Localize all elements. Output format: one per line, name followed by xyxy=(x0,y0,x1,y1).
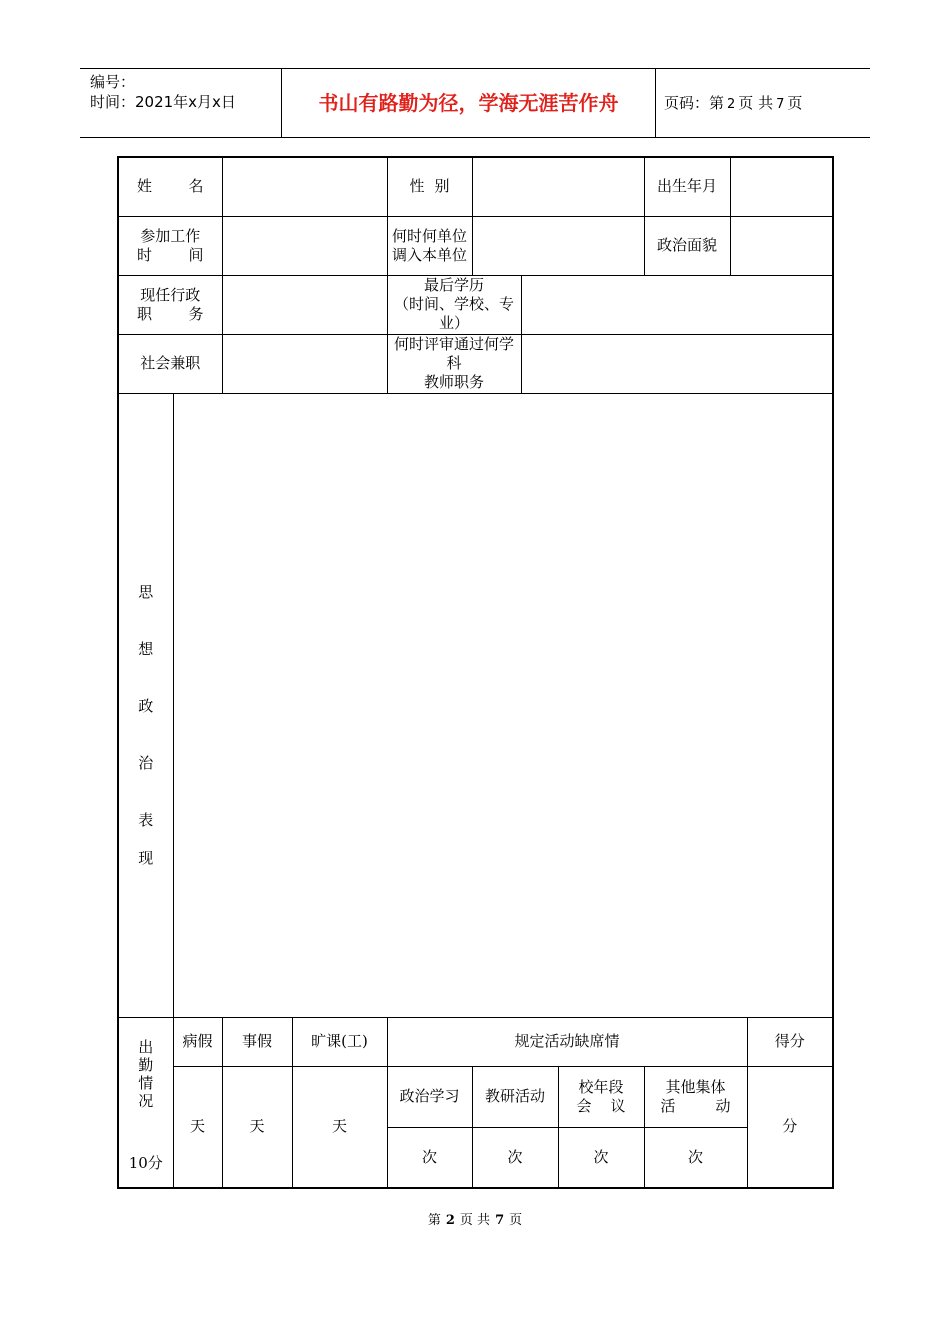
label-char: 况 xyxy=(138,1091,154,1110)
label-char: 治 xyxy=(138,753,154,772)
label-position xyxy=(118,275,222,334)
header-meta xyxy=(90,72,236,112)
label-char: 务 xyxy=(188,304,204,323)
label-school-meeting xyxy=(558,1066,644,1127)
label-line: 何时评审通过何学科 xyxy=(394,335,515,372)
input-title-review[interactable] xyxy=(521,334,833,393)
label-name xyxy=(118,157,222,216)
label-transfer xyxy=(387,216,472,275)
label-birth: 出生年月 xyxy=(644,157,730,216)
header-divider xyxy=(655,69,656,137)
label-char: 性 xyxy=(409,177,425,196)
label-line: 现任行政 xyxy=(140,285,201,304)
label-char: 思 xyxy=(138,582,154,601)
header-page-info xyxy=(664,69,802,137)
label-char: 勤 xyxy=(138,1055,154,1074)
input-absent-days[interactable] xyxy=(292,1066,387,1188)
label-line: 其他集体 xyxy=(665,1077,726,1096)
input-education[interactable] xyxy=(521,275,833,334)
document-header xyxy=(80,68,870,138)
label-attendance xyxy=(118,1017,173,1188)
row-ideology xyxy=(118,393,833,1017)
label-char: 情 xyxy=(138,1073,154,1092)
label-char: 会 xyxy=(576,1096,592,1115)
page-number: 2 xyxy=(727,97,736,112)
label-line: 何时何单位 xyxy=(392,226,468,245)
input-work-start[interactable] xyxy=(222,216,387,275)
label-absent: 旷课(工) xyxy=(292,1017,387,1066)
input-other-activity-times[interactable] xyxy=(644,1127,747,1188)
unit-times: 次 xyxy=(507,1147,523,1166)
input-ideology[interactable] xyxy=(173,393,833,1017)
label-char: 姓 xyxy=(137,177,153,196)
label-research: 教研活动 xyxy=(472,1066,558,1127)
page-prefix: 页码：第 xyxy=(664,94,725,112)
label-activity-header: 规定活动缺席情 xyxy=(387,1017,747,1066)
unit-times: 次 xyxy=(593,1147,609,1166)
footer-page: 2 xyxy=(445,1213,455,1228)
unit-times: 次 xyxy=(688,1147,704,1166)
input-political[interactable] xyxy=(730,216,833,275)
label-char: 名 xyxy=(188,177,204,196)
label-char: 动 xyxy=(715,1096,731,1115)
unit-points: 分 xyxy=(782,1117,798,1136)
input-score[interactable] xyxy=(747,1066,833,1188)
input-gender[interactable] xyxy=(472,157,644,216)
input-research-times[interactable] xyxy=(472,1127,558,1188)
serial-label: 编号： xyxy=(90,73,136,91)
label-ideology xyxy=(118,393,173,1017)
footer-suffix: 页 xyxy=(509,1213,523,1228)
label-title-review xyxy=(387,334,521,393)
label-gender xyxy=(387,157,472,216)
label-char: 活 xyxy=(660,1096,676,1115)
input-position[interactable] xyxy=(222,275,387,334)
personnel-form xyxy=(117,156,834,1189)
label-char: 表 xyxy=(138,810,154,829)
label-char: 议 xyxy=(610,1096,626,1115)
label-char: 现 xyxy=(138,848,154,867)
row-attendance-subheader xyxy=(118,1066,833,1127)
header-motto: 书山有路勤为径，学海无涯苦作舟 xyxy=(318,91,619,115)
label-political: 政治面貌 xyxy=(644,216,730,275)
label-score: 得分 xyxy=(747,1017,833,1066)
label-line: 参加工作 xyxy=(140,226,201,245)
label-char: 政 xyxy=(138,696,154,715)
input-name[interactable] xyxy=(222,157,387,216)
input-personal-days[interactable] xyxy=(222,1066,292,1188)
input-social[interactable] xyxy=(222,334,387,393)
row-position xyxy=(118,275,833,334)
label-char: 想 xyxy=(138,639,154,658)
label-political-study: 政治学习 xyxy=(387,1066,472,1127)
label-line: （时间、学校、专业） xyxy=(394,295,515,332)
footer-prefix: 第 xyxy=(427,1213,441,1228)
unit-day: 天 xyxy=(332,1117,348,1136)
page-suffix: 页 xyxy=(787,94,803,112)
label-education xyxy=(387,275,521,334)
label-other-activity xyxy=(644,1066,747,1127)
label-line: 校年段 xyxy=(578,1077,624,1096)
row-basic xyxy=(118,157,833,216)
label-char: 别 xyxy=(434,177,450,196)
label-char: 时 xyxy=(137,245,153,264)
page-total: 7 xyxy=(776,97,785,112)
label-sick: 病假 xyxy=(173,1017,222,1066)
input-political-study-times[interactable] xyxy=(387,1127,472,1188)
label-char: 间 xyxy=(188,245,204,264)
page-footer xyxy=(0,1209,950,1228)
footer-mid: 页 共 xyxy=(459,1213,491,1228)
row-work xyxy=(118,216,833,275)
footer-total: 7 xyxy=(495,1213,505,1228)
input-transfer[interactable] xyxy=(472,216,644,275)
label-line: 调入本单位 xyxy=(392,245,468,264)
attendance-score-note: 10分 xyxy=(128,1153,163,1172)
input-school-meeting-times[interactable] xyxy=(558,1127,644,1188)
unit-day: 天 xyxy=(189,1117,205,1136)
input-sick-days[interactable] xyxy=(173,1066,222,1188)
label-char: 职 xyxy=(137,304,153,323)
unit-day: 天 xyxy=(249,1117,265,1136)
label-work-start xyxy=(118,216,222,275)
input-birth[interactable] xyxy=(730,157,833,216)
unit-times: 次 xyxy=(422,1147,438,1166)
page-mid: 页 共 xyxy=(738,94,774,112)
row-social xyxy=(118,334,833,393)
date-label: 时间：2021年x月x日 xyxy=(90,93,236,111)
row-attendance-header xyxy=(118,1017,833,1066)
label-line: 教师职务 xyxy=(424,373,485,391)
label-personal: 事假 xyxy=(222,1017,292,1066)
label-social: 社会兼职 xyxy=(118,334,222,393)
label-line: 最后学历 xyxy=(424,276,485,294)
label-char: 出 xyxy=(138,1037,154,1056)
